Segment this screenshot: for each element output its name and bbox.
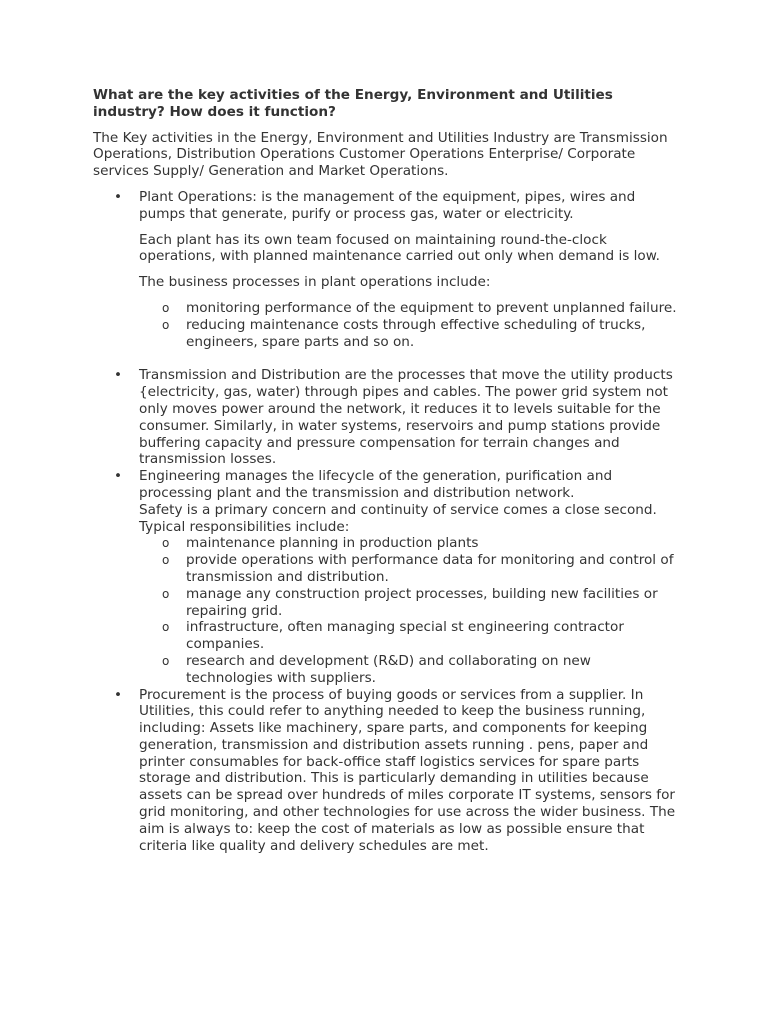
plant-operations-paragraph-3: The business processes in plant operations include: xyxy=(139,274,491,291)
bullet-icon: • xyxy=(114,468,123,485)
plant-processes-list xyxy=(139,300,678,350)
sub-list-item-text: research and development (R&D) and collaborating on new technologies with suppliers. xyxy=(186,652,591,686)
sub-bullet-icon: o xyxy=(162,620,170,635)
transmission-distribution-text: Transmission and Distribution are the processes that move the utility products {electricity, gas, water) through pipes and cables. The power grid system not only moves power around the network, it reduces it to levels suitable for the consumer. Similarly, in water systems, reservoirs and pump stations provide buffering capacity and pressure compensation for terrain changes and transmission losses. xyxy=(139,367,673,468)
document-heading: What are the key activities of the Energy, Environment and Utilities industry? How does it function? xyxy=(93,87,613,120)
list-item-transmission-distribution xyxy=(93,367,678,468)
sub-list-item xyxy=(139,619,678,653)
blank-line xyxy=(139,350,678,367)
sub-list-item-text: manage any construction project processes, building new facilities or repairing grid. xyxy=(186,585,658,619)
plant-operations-paragraph-2: Each plant has its own team focused on maintaining round-the-clock operations, with planned maintenance carried out only when demand is low. xyxy=(139,231,660,265)
sub-bullet-icon: o xyxy=(162,317,170,332)
sub-list-item xyxy=(139,552,678,586)
engineering-responsibilities-list xyxy=(139,535,678,686)
bullet-icon: • xyxy=(114,367,123,384)
sub-bullet-icon: o xyxy=(162,553,170,568)
list-item-engineering xyxy=(93,468,678,686)
sub-list-item xyxy=(139,317,678,351)
document-page xyxy=(93,87,678,854)
engineering-text: Engineering manages the lifecycle of the generation, purification and processing plant and the transmission and distribution network. xyxy=(139,468,613,501)
sub-bullet-icon: o xyxy=(162,536,170,551)
engineering-line-2: Safety is a primary concern and continuity of service comes a close second. xyxy=(139,501,657,518)
engineering-line-3: Typical responsibilities include: xyxy=(139,518,350,535)
list-item-procurement xyxy=(93,687,678,855)
sub-list-item-text: maintenance planning in production plants xyxy=(186,535,479,552)
sub-list-item xyxy=(139,535,678,552)
sub-list-item xyxy=(139,653,678,687)
bullet-icon: • xyxy=(114,686,123,703)
bullet-icon: • xyxy=(114,188,123,205)
sub-list-item-text: reducing maintenance costs through effective scheduling of trucks, engineers, spare parts and so on. xyxy=(186,316,646,350)
sub-list-item-text: monitoring performance of the equipment to prevent unplanned failure. xyxy=(186,299,677,316)
sub-bullet-icon: o xyxy=(162,586,170,601)
sub-bullet-icon: o xyxy=(162,653,170,668)
procurement-text: Procurement is the process of buying goods or services from a supplier. In Utilities, this could refer to anything needed to keep the business running, including: Assets like machinery, spare parts, and components for keeping generation, transmission and distribution assets running . pens, paper and printer consumables for back-office staff logistics services for spare parts storage and distribution. This is particularly demanding in utilities because assets can be spread over hundreds of miles corporate IT systems, sensors for grid monitoring, and other technologies for use across the wider business. The aim is always to: keep the cost of materials as low as possible ensure that criteria like quality and delivery schedules are met. xyxy=(139,686,676,854)
sub-list-item xyxy=(139,586,678,620)
plant-operations-text: Plant Operations: is the management of the equipment, pipes, wires and pumps that generate, purify or process gas, water or electricity. xyxy=(139,188,636,222)
sub-list-item-text: provide operations with performance data for monitoring and control of transmission and distribution. xyxy=(186,552,674,585)
intro-paragraph: The Key activities in the Energy, Environment and Utilities Industry are Transmission Operations, Distribution Operations Customer Operations Enterprise/ Corporate services Supply/ Generation and Market Operations. xyxy=(93,129,668,180)
list-item-plant-operations xyxy=(93,189,678,367)
sub-list-item-text: infrastructure, often managing special st engineering contractor companies. xyxy=(186,619,624,653)
activities-list xyxy=(93,189,678,854)
sub-bullet-icon: o xyxy=(162,300,170,315)
sub-list-item xyxy=(139,300,678,317)
